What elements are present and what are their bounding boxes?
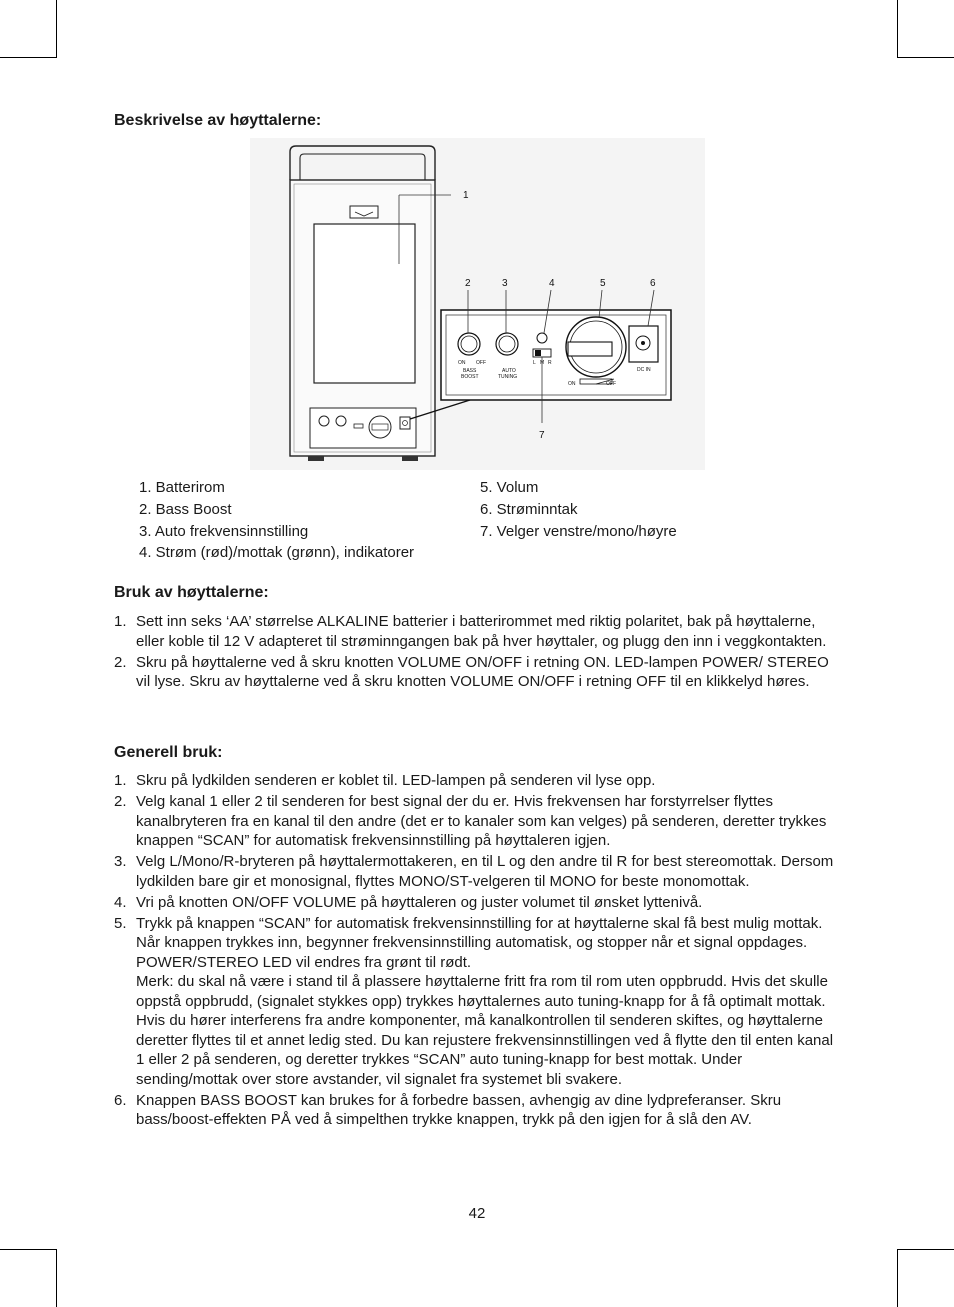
crop-mark-bottom-right-h	[897, 1249, 954, 1250]
label-switch-r: R	[548, 360, 552, 366]
usage-steps	[114, 612, 836, 693]
list-item: 1. Batterirom	[139, 479, 225, 496]
callout-4: 4	[549, 278, 555, 289]
label-dc-in: DC IN	[637, 367, 651, 373]
parts-list-left	[139, 477, 414, 564]
speaker-diagram	[250, 138, 705, 470]
step-number: 6.	[114, 1091, 127, 1109]
step-number: 1.	[114, 772, 127, 789]
page-number: 42	[468, 1205, 486, 1222]
label-power-on: ON	[568, 381, 576, 387]
heading-usage: Bruk av høyttalerne:	[114, 584, 269, 601]
step-number: 3.	[114, 853, 127, 870]
heading-description: Beskrivelse av høyttalerne:	[114, 112, 322, 129]
step-text: Velg kanal 1 eller 2 til senderen for best signal der du er. Hvis frekvensen har forstyrrelser flyttes kanalbryteren fra en kanal til den andre (det er to kanaler som kan velges) på senderen, deretter trykkes knappen “SCAN” for automatisk frekvensinnstilling på høyttaleren igjen.	[136, 793, 827, 849]
heading-general: Generell bruk:	[114, 744, 223, 761]
crop-mark-top-left-h	[0, 57, 57, 58]
callout-5: 5	[600, 278, 606, 289]
crop-mark-bottom-right-v	[897, 1249, 898, 1307]
step-number: 4.	[114, 893, 127, 911]
crop-mark-bottom-left-h	[0, 1249, 57, 1250]
list-item: 7. Velger venstre/mono/høyre	[480, 522, 677, 540]
list-item: 6. Strøminntak	[480, 500, 578, 518]
step-note: 1 eller 2 på senderen, og deretter trykkes “SCAN” auto tuning-knapp for best mottak. Under sending/mottak over store avstander, vil signalet fra systemet bli svakere.	[136, 1051, 743, 1088]
label-switch-l: L	[533, 360, 536, 366]
list-item: 2. Bass Boost	[139, 500, 232, 518]
crop-mark-top-right-v	[897, 0, 898, 58]
step-text: Skru på lydkilden senderen er koblet til. LED-lampen på senderen vil lyse opp.	[136, 772, 656, 789]
callout-7: 7	[539, 430, 545, 441]
step-number: 1.	[114, 613, 127, 630]
list-item	[114, 893, 836, 913]
label-bass-off: OFF	[476, 360, 486, 366]
list-item: 5. Volum	[480, 479, 539, 496]
list-item: 4. Strøm (rød)/mottak (grønn), indikatorer	[139, 544, 415, 562]
step-text: Vri på knotten ON/OFF VOLUME på høyttaleren og juster volumet til ønsket lyttenivå.	[136, 893, 703, 911]
general-steps	[114, 771, 836, 1131]
label-switch-m: M	[540, 360, 545, 366]
list-item	[114, 771, 836, 791]
step-text: Trykk på knappen “SCAN” for automatisk frekvensinnstilling for at høyttalerne skal få best mulig mottak. Når knappen trykkes inn, begynner frekvensinnstilling automatisk, og stopper når et signal oppdages. POWER/STEREO LED vil endres fra grønt til rødt.	[136, 914, 823, 971]
crop-mark-top-left-v	[56, 0, 57, 58]
parts-list-right	[480, 477, 677, 542]
label-auto-tuning-1: AUTO	[502, 368, 516, 374]
list-item	[114, 1091, 836, 1130]
label-bass-boost-1: BASS	[463, 368, 477, 374]
step-text: Knappen BASS BOOST kan brukes for å forbedre bassen, avhengig av dine lydpreferanser. Skru bass/boost-effekten PÅ ved å simpelthen trykke knappen, trykk på den igjen for å slå den AV.	[136, 1091, 782, 1128]
step-text: Sett inn seks ‘AA’ størrelse ALKALINE batterier i batterirommet med riktig polaritet, bak på høyttalerne, eller koble til 12 V adapteret til strøminngangen bak på hver høyttaler, og plugg den inn i veggkontakten.	[136, 613, 827, 650]
step-note: Merk: du skal nå være i stand til å plassere høyttalerne fritt fra rom til rom uten oppbrudd. Hvis det skulle oppstå oppbrudd, (signalet stykkes opp) trykkes høyttalernes auto tuning-knapp for å få optimalt mottak. Hvis du hører interferens fra andre komponenter, må kanalkontrollen til senderen skiftes, og høyttalerne deretter flyttes til et annet ledig sted. Du kan rejustere frekvensinnstillingen ved å flytte den til enten kanal	[136, 973, 834, 1049]
step-text: Velg L/Mono/R-bryteren på høyttalermottakeren, en til L og den andre til R for best stereomottak. Dersom lydkilden bare gir et monosignal, flyttes MONO/ST-velgeren til MONO for beste monomottak.	[136, 853, 834, 890]
step-number: 2.	[114, 793, 127, 810]
callout-6: 6	[650, 278, 656, 289]
callout-3: 3	[502, 278, 508, 289]
crop-mark-bottom-left-v	[56, 1249, 57, 1307]
list-item	[114, 852, 836, 891]
list-item	[114, 792, 836, 851]
crop-mark-top-right-h	[897, 57, 954, 58]
step-number: 5.	[114, 914, 127, 932]
step-number: 2.	[114, 653, 127, 671]
label-power-off: OFF	[606, 381, 616, 387]
list-item	[114, 914, 836, 1090]
step-text: Skru på høyttalerne ved å skru knotten VOLUME ON/OFF i retning ON. LED-lampen POWER/ STEREO vil lyse. Skru av høyttalerne ved å skru knotten VOLUME ON/OFF i retning OFF til en klikkelyd høres.	[136, 653, 829, 690]
label-bass-on: ON	[458, 360, 466, 366]
list-item: 3. Auto frekvensinnstilling	[139, 522, 309, 540]
label-bass-boost-2: BOOST	[461, 374, 479, 380]
callout-1: 1	[463, 190, 469, 201]
callout-2: 2	[465, 278, 471, 289]
list-item	[114, 612, 836, 651]
label-auto-tuning-2: TUNING	[498, 374, 518, 380]
list-item	[114, 653, 836, 692]
